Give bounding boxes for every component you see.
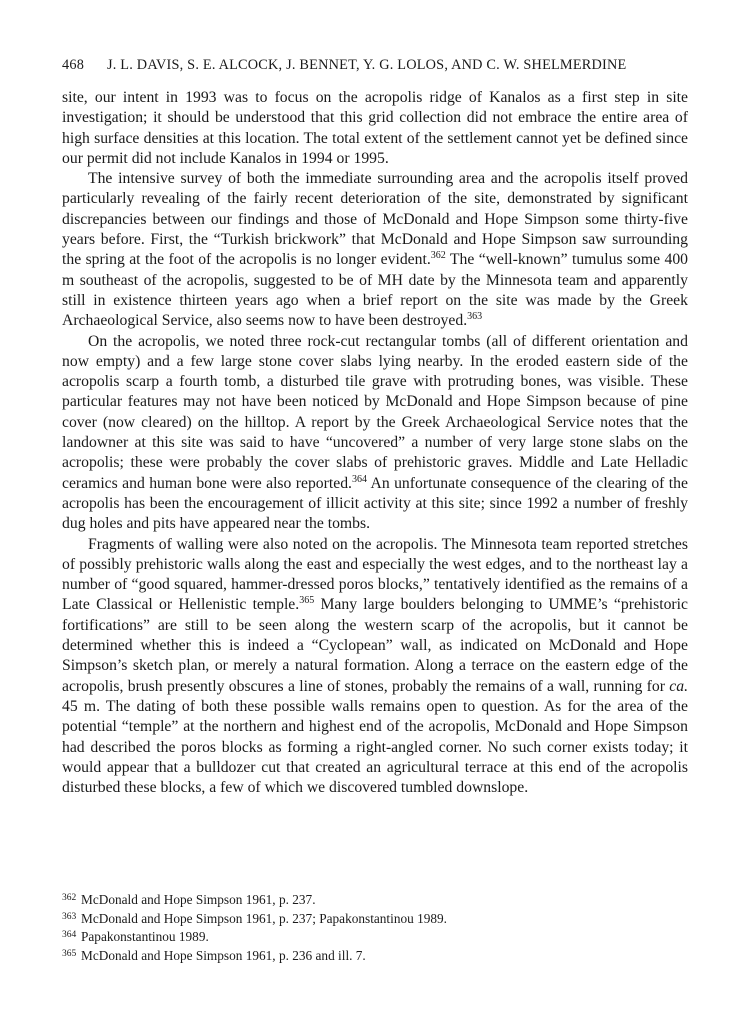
running-head-authors: J. L. DAVIS, S. E. ALCOCK, J. BENNET, Y. G. LOLOS, AND C. W. SHELMERDINE: [107, 57, 627, 73]
footnote-364: 364 Papakonstantinou 1989.: [62, 929, 209, 945]
footnote-ref-365[interactable]: 365: [299, 595, 315, 607]
footnote-ref-363[interactable]: 363: [467, 311, 483, 323]
footnote-363: 363 McDonald and Hope Simpson 1961, p. 237; Papakonstantinou 1989.: [62, 910, 448, 926]
running-header: [62, 57, 688, 74]
page-number: 468: [62, 57, 85, 73]
paragraph-2: The intensive survey of both the immediate surrounding area and the acropolis itself proved particularly revealing of the fairly recent deterioration of the site, demonstrated by significant discrepancies between our findings and those of McDonald and Hope Simpson some thirty-five years before. First, the “Turkish brickwork” that McDonald and Hope Simpson saw surrounding the spring at the foot of the acropolis is no longer evident.$^{362}$ The “well-known” tumulus some 400 m southeast of the acropolis, suggested to be of MH date by the Minnesota team and apparently still in existence thirteen years ago when a brief report on the site was made by the Greek Archaeological Service, also seems now to have been destroyed.$^{363}$: [62, 170, 689, 330]
footnote-362: 362 McDonald and Hope Simpson 1961, p. 237.: [62, 892, 316, 907]
paragraph-1: site, our intent in 1993 was to focus on the acropolis ridge of Kanalos as a first step in site investigation; it should be understood that this grid collection did not embrace the entire area of high surface densities at this location. The total extent of the settlement cannot yet be defined since our permit did not include Kanalos in 1994 or 1995.: [62, 89, 688, 167]
body-text: [62, 88, 688, 798]
footnotes: [62, 890, 688, 964]
paragraph-3: On the acropolis, we noted three rock-cut rectangular tombs (all of different orientation and now empty) and a few large stone cover slabs lying nearby. In the eroded eastern side of the acropolis scarp a fourth tomb, a disturbed tile grave with protruding bones, was visible. These particular features may not have been noticed by McDonald and Hope Simpson because of pine cover (now cleared) on the hilltop. A report by the Greek Archaeological Service notes that the landowner at this site was said to have “uncovered” a number of very large stone slabs on the acropolis; these were probably the cover slabs of prehistoric graves. Middle and Late Helladic ceramics and human bone were also reported.$^{364}$ An unfortunate consequence of the clearing of the acropolis has been the encouragement of illicit activity at this site; since 1992 a number of freshly dug holes and pits have appeared near the tombs.: [62, 332, 688, 533]
footnote-ref-362[interactable]: 362: [430, 250, 446, 262]
footnote-ref-364[interactable]: 364: [351, 473, 367, 485]
footnote-365: 365 McDonald and Hope Simpson 1961, p. 236 and ill. 7.: [62, 947, 366, 963]
paragraph-4: Fragments of walling were also noted on the acropolis. The Minnesota team reported stretches of possibly prehistoric walls along the east and especially the west edges, and to the northeast lay a number of “good squared, hammer-dressed poros blocks,” tentatively identified as the remains of a Late Classical or Hellenistic temple.$^{365}$ Many large boulders belonging to UMME’s “prehistoric fortifications” are still to be seen along the western scarp of the acropolis, but it cannot be determined whether this is indeed a “Cyclopean” wall, as indicated on McDonald and Hope Simpson’s sketch plan, or merely a natural formation. Along a terrace on the eastern edge of the acropolis, brush presently obscures a line of stones, probably the remains of a wall, running for ca. 45 m. The dating of both these possible walls remains open to question. As for the area of the potential “temple” at the northern and highest end of the acropolis, McDonald and Hope Simpson had described the poros blocks as forming a right-angled corner. No such corner exists today; it would appear that a bulldozer cut that created an agricultural terrace at this end of the acropolis disturbed these blocks, a few of which we discovered tumbled downslope.: [62, 535, 688, 797]
